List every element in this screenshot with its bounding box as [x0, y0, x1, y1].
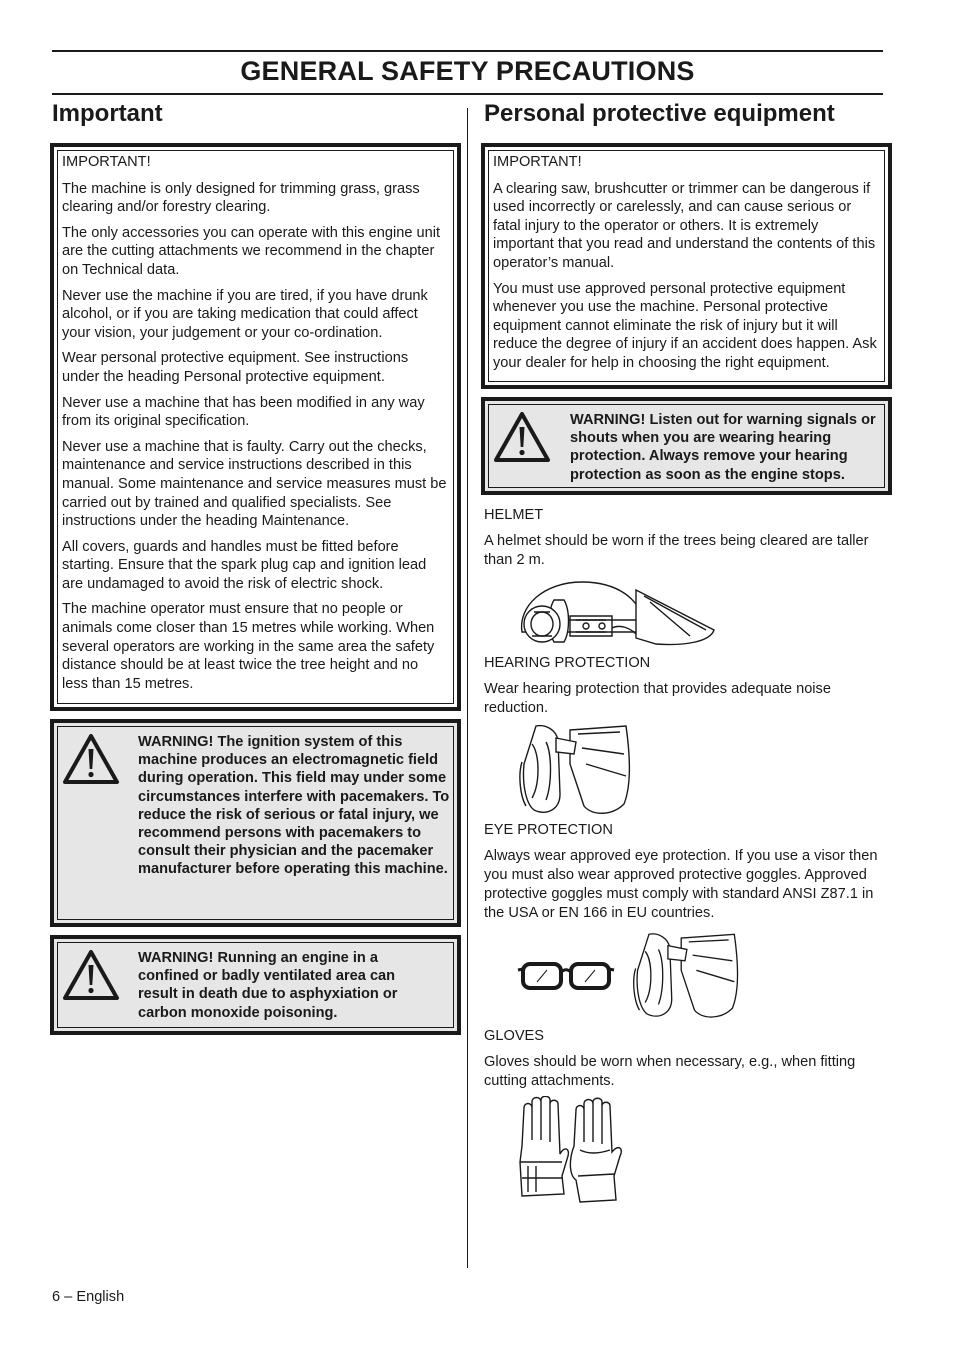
important-label: IMPORTANT!: [493, 154, 582, 170]
goggles-icon: [517, 960, 615, 992]
column-divider: [467, 108, 468, 1268]
important-box: [50, 143, 461, 711]
page-title: GENERAL SAFETY PRECAUTIONS: [240, 56, 695, 86]
ppe-heading: Personal protective equipment: [484, 100, 835, 127]
hearing-section: [484, 654, 884, 718]
helmet-heading: HELMET: [484, 507, 544, 523]
eye-section: [484, 821, 884, 923]
page-footer: 6 – English: [52, 1289, 125, 1305]
title-underline: [52, 93, 883, 95]
important-paragraph: Wear personal protective equipment. See instructions under the heading Personal protective equipment.: [62, 350, 409, 385]
important-paragraph: Never use a machine that has been modified in any way from its original specification.: [62, 394, 425, 430]
hearing-text: Wear hearing protection that provides adequate noise reduction.: [484, 681, 831, 716]
important-paragraph: Never use a machine that is faulty. Carry out the checks, maintenance and service instructions described in this manual. Some maintenance and service measures must be carried out by trained and qualified specialists. See instructions under the heading Maintenance.: [62, 438, 447, 530]
important-heading: Important: [52, 100, 163, 127]
warning-box-hearing: [481, 397, 892, 495]
important-paragraph: The machine operator must ensure that no people or animals come closer than 15 metres while working. When several operators are working in the same area the safety distance should be at least twice the tree height and no less than 15 metres.: [62, 601, 435, 692]
important-label: IMPORTANT!: [62, 154, 151, 170]
hearing-heading: HEARING PROTECTION: [484, 655, 651, 671]
gloves-heading: GLOVES: [484, 1028, 545, 1044]
warning-triangle-icon: [62, 733, 120, 785]
gloves-icon: [514, 1096, 626, 1204]
warning-triangle-icon: [62, 949, 120, 1001]
important-paragraph: The only accessories you can operate with this engine unit are the cutting attachments we recommend in the chapter on Technical data.: [62, 224, 441, 278]
important-paragraph: A clearing saw, brushcutter or trimmer can be dangerous if used incorrectly or carelessly, and can cause serious or fatal injury to the operator or others. It is extremely important that you read and understand the contents of this operator’s manual.: [493, 180, 876, 271]
important-paragraph: The machine is only designed for trimming grass, grass clearing and/or forestry clearing.: [62, 180, 420, 216]
helmet-section: [484, 506, 884, 570]
warning-box-pacemaker: [50, 719, 461, 927]
warning-text: WARNING! Running an engine in a confined or badly ventilated area can result in death due to asphyxiation or carbon monoxide poisoning.: [138, 950, 398, 1021]
ear-muffs-visor-icon: [516, 724, 632, 816]
helmet-text: A helmet should be worn if the trees being cleared are taller than 2 m.: [484, 533, 869, 568]
important-paragraph: Never use the machine if you are tired, if you have drunk alcohol, or if you are taking medication that could affect your vision, your judgement or your co-ordination.: [62, 287, 428, 341]
eye-heading: EYE PROTECTION: [484, 822, 613, 838]
ear-muffs-visor-icon: [630, 930, 740, 1022]
helmet-icon: [514, 576, 716, 648]
gloves-section: [484, 1027, 884, 1091]
warning-triangle-icon: [493, 411, 551, 463]
important-paragraph: You must use approved personal protective equipment whenever you use the machine. Personal protective equipment cannot eliminate the risk of injury but it will reduce the degree of injury if an accident does happen. Ask your dealer for help in choosing the right equipment.: [493, 280, 877, 371]
warning-box-asphyxiation: [50, 935, 461, 1035]
warning-text: WARNING! The ignition system of this machine produces an electromagnetic field during operation. This field may under some circumstances interfere with pacemakers. To reduce the risk of serious or fatal injury, we recommend persons with pacemakers to consult their physician and the pacemaker manufacturer before operating this machine.: [138, 734, 450, 878]
top-rule: [52, 50, 883, 52]
ppe-important-box: [481, 143, 892, 389]
gloves-text: Gloves should be worn when necessary, e.g., when fitting cutting attachments.: [484, 1054, 856, 1089]
important-paragraph: All covers, guards and handles must be fitted before starting. Ensure that the spark plug cap and ignition lead are undamaged to avoid the risk of electric shock.: [62, 538, 427, 592]
eye-text: Always wear approved eye protection. If you use a visor then you must also wear approved protective goggles. Approved protective goggles must comply with standard ANSI Z87.1 in the USA or EN 166 in EU countries.: [484, 848, 878, 921]
warning-text: WARNING! Listen out for warning signals or shouts when you are wearing hearing protection. Always remove your hearing protection as soon as the engine stops.: [570, 412, 876, 483]
